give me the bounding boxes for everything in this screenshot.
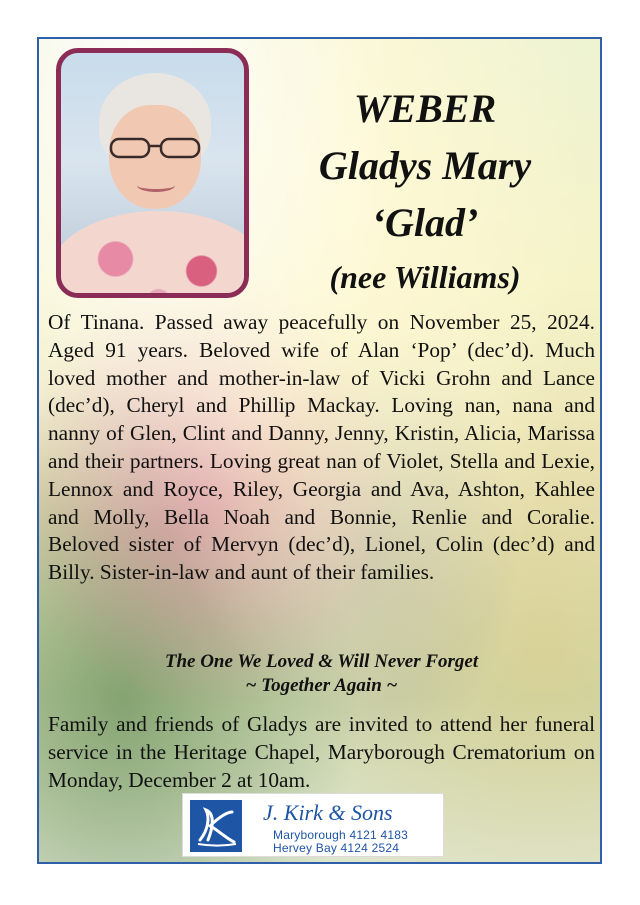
motto-line-1: The One We Loved & Will Never Forget [164, 651, 479, 672]
funeral-director-logo [182, 793, 444, 857]
motto-line-2: ~ Together Again ~ [245, 675, 398, 696]
surname: WEBER [353, 86, 497, 131]
firm-name: J. Kirk & Sons [263, 800, 393, 825]
memorial-motto [48, 650, 595, 698]
portrait-smile [137, 179, 175, 192]
nickname: ‘Glad’ [371, 200, 479, 245]
portrait-floral-shirt [56, 211, 249, 298]
phone-maryborough: Maryborough 4121 4183 [273, 828, 408, 842]
kirk-monogram-icon [190, 800, 242, 852]
funeral-paragraph: Family and friends of Gladys are invited to attend her funeral service in the Heritage Chapel, Maryborough Crematorium on Monday, December 2 at 10am. [48, 712, 595, 792]
given-names: Gladys Mary [318, 143, 532, 188]
portrait-photo [56, 48, 249, 298]
phone-hervey-bay: Hervey Bay 4124 2524 [273, 841, 400, 855]
maiden-name: (nee Williams) [329, 259, 521, 295]
notice-frame [37, 37, 602, 864]
main-paragraph: Of Tinana. Passed away peacefully on November 25, 2024. Aged 91 years. Beloved wife of Alan ‘Pop’ (dec’d). Much loved mother and mother-in-law of Vicki Grohn and Lance (dec’d), Cheryl and Phillip Mackay. Loving nan, nana and nanny of Glen, Clint and Danny, Jenny, Kristin, Alicia, Marissa and their partners. Loving great nan of Violet, Stella and Lexie, Lennox and Royce, Riley, Georgia and Ava, Ashton, Kahlee and Molly, Bella Noah and Bonnie, Renlie and Coralie. Beloved sister of Mervyn (dec’d), Lionel, Colin (dec’d) and Billy. Sister-in-law and aunt of their families. [48, 310, 595, 585]
glasses-icon [105, 135, 205, 161]
